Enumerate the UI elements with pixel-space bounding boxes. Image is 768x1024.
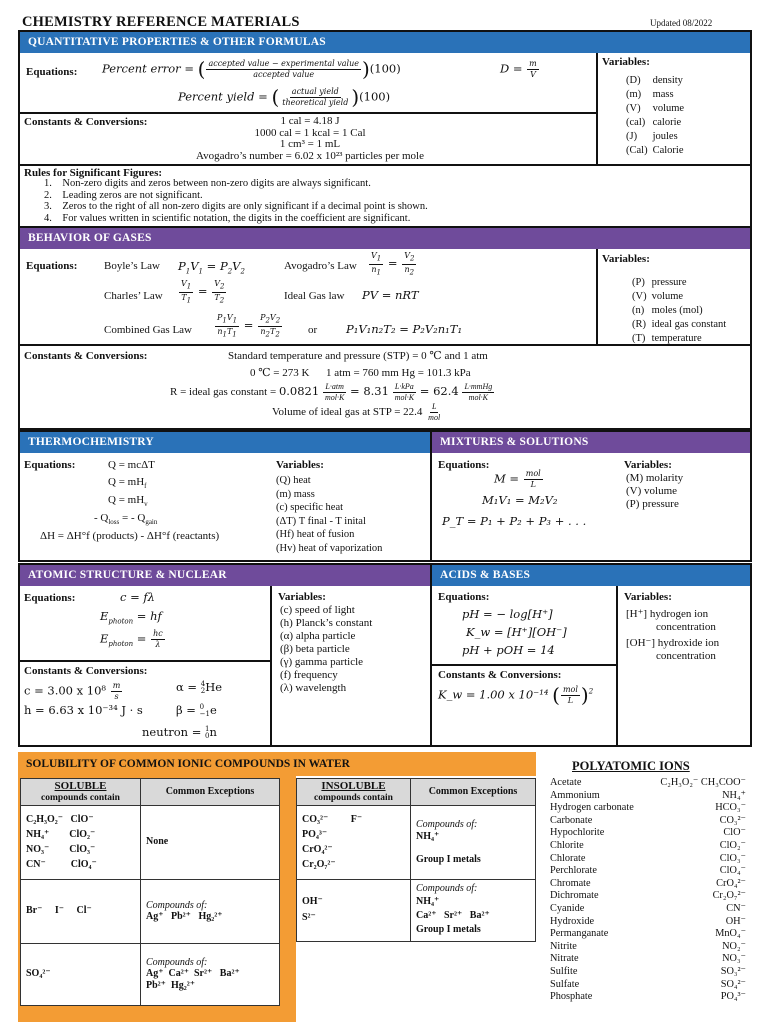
mixtures-header: MIXTURES & SOLUTIONS (432, 432, 750, 453)
gases-constants-label: Constants & Conversions: (24, 350, 148, 362)
polyatomic-ion-row (550, 928, 746, 941)
kw-eq: K_w = [H⁺][OH⁻] (466, 625, 567, 639)
kw-value: K_w = 1.00 x 10⁻¹⁴ ( $\frac{\text{mol}}{L}$ )$^2$ (438, 683, 594, 707)
combined-label: Combined Gas Law (104, 324, 192, 336)
stp-volume: Volume of ideal gas at STP = 22.4 $\frac{L}{\text{mol}}$ (272, 402, 441, 422)
polyatomic-ion-row (550, 966, 746, 979)
gases-equations-label: Equations: (26, 260, 78, 272)
ion-formula: OH⁻ (725, 915, 746, 927)
polyatomic-ion-row (550, 777, 746, 790)
polyatomic-ion-row (550, 865, 746, 878)
acids-variables-label: Variables: (624, 591, 672, 603)
ion-formula: C₂H₃O₂⁻ CH₃COO⁻ (660, 777, 746, 788)
temp-pressure-conv: 0 ℃ = 273 K 1 atm = 760 mm Hg = 101.3 kPa (250, 367, 471, 379)
ion-name: Acetate (550, 777, 582, 788)
ion-name: Perchlorate (550, 865, 597, 877)
ion-name: Dichromate (550, 890, 599, 902)
percent-yield-eq: Percent yield = ( $\frac{\text{actual yield}}{\text{theoretical yield}}$ )(100) (178, 85, 391, 109)
ion-name: Sulfite (550, 966, 578, 977)
boyle-label: Boyle’s Law (104, 260, 160, 272)
ph-eq: pH = − log[H⁺] (462, 607, 553, 621)
stp-text: Standard temperature and pressure (STP) = 0 ℃ and 1 atm (228, 350, 488, 362)
ion-formula: SO₄²⁻ (720, 978, 746, 990)
ion-formula: NO₂⁻ (722, 940, 746, 952)
atomic-header: ATOMIC STRUCTURE & NUCLEAR (20, 565, 430, 586)
page-title: CHEMISTRY REFERENCE MATERIALS (22, 14, 300, 30)
ion-formula: SO₃²⁻ (720, 966, 746, 977)
mixtures-variables-label: Variables: (624, 459, 672, 471)
charles-eq: $\frac{V_1}{T_1}$ = $\frac{V_2}{T_2}$ (181, 279, 225, 305)
ideal-gas-label: Ideal Gas law (284, 290, 345, 302)
ion-name: Phosphate (550, 991, 593, 1003)
photon-energy-eq1: $E_{photon}$ = hf (100, 609, 162, 626)
polyatomic-ion-row (550, 790, 746, 803)
polyatomic-ion-row (550, 878, 746, 891)
atomic-variables: (c) speed of light (h) Planck’s constant (α) alpha particle (β) beta particle (γ) gamma particle (f) frequency (λ) wavelength (280, 604, 373, 694)
photon-energy-eq2: $E_{photon}$ = $\frac{hc}{\lambda}$ (100, 629, 163, 649)
beta-particle: β = 0 −1 e (176, 703, 217, 718)
ion-name: Cyanide (550, 903, 585, 914)
thermo-eq1: Q = mcΔT (108, 459, 155, 471)
ion-name: Permanganate (550, 928, 609, 940)
thermo-header: THERMOCHEMISTRY (20, 432, 430, 453)
ion-name: Nitrate (550, 953, 579, 965)
ion-formula: ClO⁻ (723, 827, 746, 839)
atomic-equations-label: Equations: (24, 592, 76, 604)
ion-formula: NO₃⁻ (722, 953, 746, 965)
quant-constants: 1 cal = 4.18 J 1000 cal = 1 kcal = 1 Cal 1 cm³ = 1 mL Avogadro’s number = 6.02 x 10²³ particles per mole (196, 115, 424, 162)
acids-variables: [H⁺] hydrogen ion concentration [OH⁻] hydroxide ion concentration (626, 608, 720, 662)
quant-variables: (D) density (m) mass (V) volume (cal) calorie (J) joules (Cal) Calorie (626, 75, 685, 156)
gases-variables: (P) pressure (V) volume (n) moles (mol) (R) ideal gas constant (T) temperature (632, 277, 727, 344)
gases-variables-label: Variables: (602, 253, 650, 265)
sigfig-label: Rules for Significant Figures: (24, 167, 163, 179)
dilution-eq: M₁V₁ = M₂V₂ (482, 493, 558, 507)
c-constant: c = 3.00 x 10⁸ $\frac{m}{s}$ (24, 681, 121, 701)
quant-constants-label: Constants & Conversions: (24, 116, 148, 128)
polyatomic-ion-row (550, 916, 746, 929)
acids-header: ACIDS & BASES (432, 565, 750, 586)
thermo-eq2: $Q = mH_f$ (108, 476, 147, 491)
molarity-eq: M = $\frac{\text{mol}}{L}$ (494, 469, 541, 489)
combined-eq: $\frac{P_1V_1}{n_1T_1}$ = $\frac{P_2V_2}{n_2T_2}$ (217, 313, 281, 339)
ion-name: Hypochlorite (550, 827, 605, 839)
ion-name: Chlorite (550, 840, 584, 851)
speed-light-eq: c = fλ (120, 590, 155, 604)
ion-name: Carbonate (550, 814, 593, 826)
ion-formula: ClO₄⁻ (719, 865, 746, 877)
avogadro-label: Avogadro’s Law (284, 260, 357, 272)
atomic-variables-label: Variables: (278, 591, 326, 603)
ion-name: Chlorate (550, 852, 586, 864)
thermo-equations-label: Equations: (24, 459, 76, 471)
mixtures-variables: (M) molarity (V) volume (P) pressure (626, 472, 684, 510)
or-label: or (308, 324, 318, 336)
polyatomic-ion-row (550, 890, 746, 903)
gases-header: BEHAVIOR OF GASES (20, 228, 750, 249)
boyle-eq: $P_1V_1 = P_2V_2$ (178, 259, 245, 276)
soluble-table: SOLUBLE compounds contain Common Exceptions C₂H₃O₂⁻ ClO⁻ NH₄⁺ ClO₂⁻ NO₃⁻ ClO₃⁻ CN⁻ ClO₄⁻ None Br⁻ I⁻ Cl⁻ Compounds of: Ag⁺ Pb²⁺ Hg₂²⁺ SO₄²⁻ Compounds of: Ag⁺ Ca²⁺ Sr²⁺ Ba²⁺ Pb²⁺ Hg₂²⁺ (20, 778, 280, 1006)
thermo-eq3: $Q = mH_v$ (108, 494, 148, 509)
ion-formula: ClO₃⁻ (719, 852, 746, 864)
ideal-gas-eq: PV = nRT (362, 288, 419, 302)
ion-formula: ClO₂⁻ (719, 840, 746, 851)
combined-alt-eq: P₁V₁n₂T₂ = P₂V₂n₁T₁ (346, 322, 463, 336)
polyatomic-ion-row (550, 840, 746, 853)
ion-name: Chromate (550, 877, 591, 889)
updated-date: Updated 08/2022 (650, 18, 713, 28)
ion-formula: CN⁻ (726, 903, 746, 914)
sigfig-list: 1. Non-zero digits and zeros between non-zero digits are always significant. 2. Leading zeros are not significant. 3. Zeros to the right of all non-zero digits are only significant if a decimal point is shown. 4. For values written in scientific notation, the digits in the coefficient are significant. (44, 178, 428, 224)
alpha-particle: α = 4 2 He (176, 680, 223, 695)
insoluble-table: INSOLUBLE compounds contain Common Exceptions CO₃²⁻ F⁻ PO₄³⁻ CrO₄²⁻ Cr₂O₇²⁻ Compounds of: NH₄⁺ Group I metals OH⁻ S²⁻ Compounds of: NH₄⁺ Ca²⁺ Sr²⁺ Ba²⁺ Group I metals (296, 778, 536, 942)
polyatomic-ion-row (550, 827, 746, 840)
neutron-particle: neutron = 1 0 n (142, 725, 217, 740)
r-constant: R = ideal gas constant = 0.0821 $\frac{\text{L·atm}}{\text{mol·K}}$ = 8.31 $\frac{\text{L·kPa}}{\text{mol·K}}$ = 62.4 $\frac{\text{L·mmHg}}{\text{mol·K}}$ (170, 382, 493, 402)
ion-formula: NH₄⁺ (722, 789, 746, 801)
dalton-eq: P_T = P₁ + P₂ + P₃ + . . . (442, 514, 587, 528)
charles-label: Charles’ Law (104, 290, 163, 302)
acids-constants-label: Constants & Conversions: (438, 669, 562, 681)
density-eq: D = $\frac{m}{V}$ (500, 59, 537, 79)
ion-formula: CO₃²⁻ (719, 814, 746, 826)
quant-header: QUANTITATIVE PROPERTIES & OTHER FORMULAS (20, 32, 750, 53)
polyatomic-title: POLYATOMIC IONS (572, 759, 690, 773)
ion-formula: Cr₂O₇²⁻ (712, 890, 746, 902)
ph-poh-eq: pH + pOH = 14 (462, 643, 555, 657)
ion-formula: HCO₃⁻ (715, 802, 746, 814)
ion-formula: MnO₄⁻ (715, 928, 746, 940)
thermo-eq5: ΔH = ΔH°f (products) - ΔH°f (reactants) (40, 530, 220, 542)
ion-formula: CrO₄²⁻ (716, 877, 746, 889)
polyatomic-ion-row (550, 802, 746, 815)
polyatomic-ion-row (550, 953, 746, 966)
ion-name: Nitrite (550, 940, 577, 952)
thermo-variables-label: Variables: (276, 459, 324, 471)
atomic-constants-label: Constants & Conversions: (24, 665, 148, 677)
polyatomic-ion-row (550, 991, 746, 1004)
ion-name: Ammonium (550, 789, 600, 801)
ion-name: Sulfate (550, 978, 580, 990)
polyatomic-ion-row (550, 903, 746, 916)
polyatomic-ion-row (550, 815, 746, 828)
percent-error-eq: Percent error = ( $\frac{\text{accepted value − experimental value}}{\text{accepted value}}$ )(100) (102, 57, 401, 81)
ion-name: Hydroxide (550, 915, 595, 927)
h-constant: h = 6.63 x 10⁻³⁴ J · s (24, 703, 143, 717)
polyatomic-ion-row (550, 979, 746, 992)
quant-equations-label: Equations: (26, 66, 78, 78)
mixtures-equations-label: Equations: (438, 459, 490, 471)
quant-variables-label: Variables: (602, 56, 650, 68)
solubility-title: SOLUBILITY OF COMMON IONIC COMPOUNDS IN WATER (26, 758, 350, 770)
polyatomic-ion-row (550, 853, 746, 866)
thermo-eq4: - $Q_{loss}$ = - $Q_{gain}$ (94, 512, 158, 527)
polyatomic-ion-row (550, 941, 746, 954)
thermo-variables: (Q) heat (m) mass (c) specific heat (ΔT) T final - T inital (Hf) heat of fusion (Hv) heat of vaporization (276, 475, 383, 554)
avogadro-eq: $\frac{V_1}{n_1}$ = $\frac{V_2}{n_2}$ (371, 251, 415, 277)
acids-equations-label: Equations: (438, 591, 490, 603)
ion-name: Hydrogen carbonate (550, 802, 634, 814)
ion-formula: PO₄³⁻ (720, 991, 746, 1003)
